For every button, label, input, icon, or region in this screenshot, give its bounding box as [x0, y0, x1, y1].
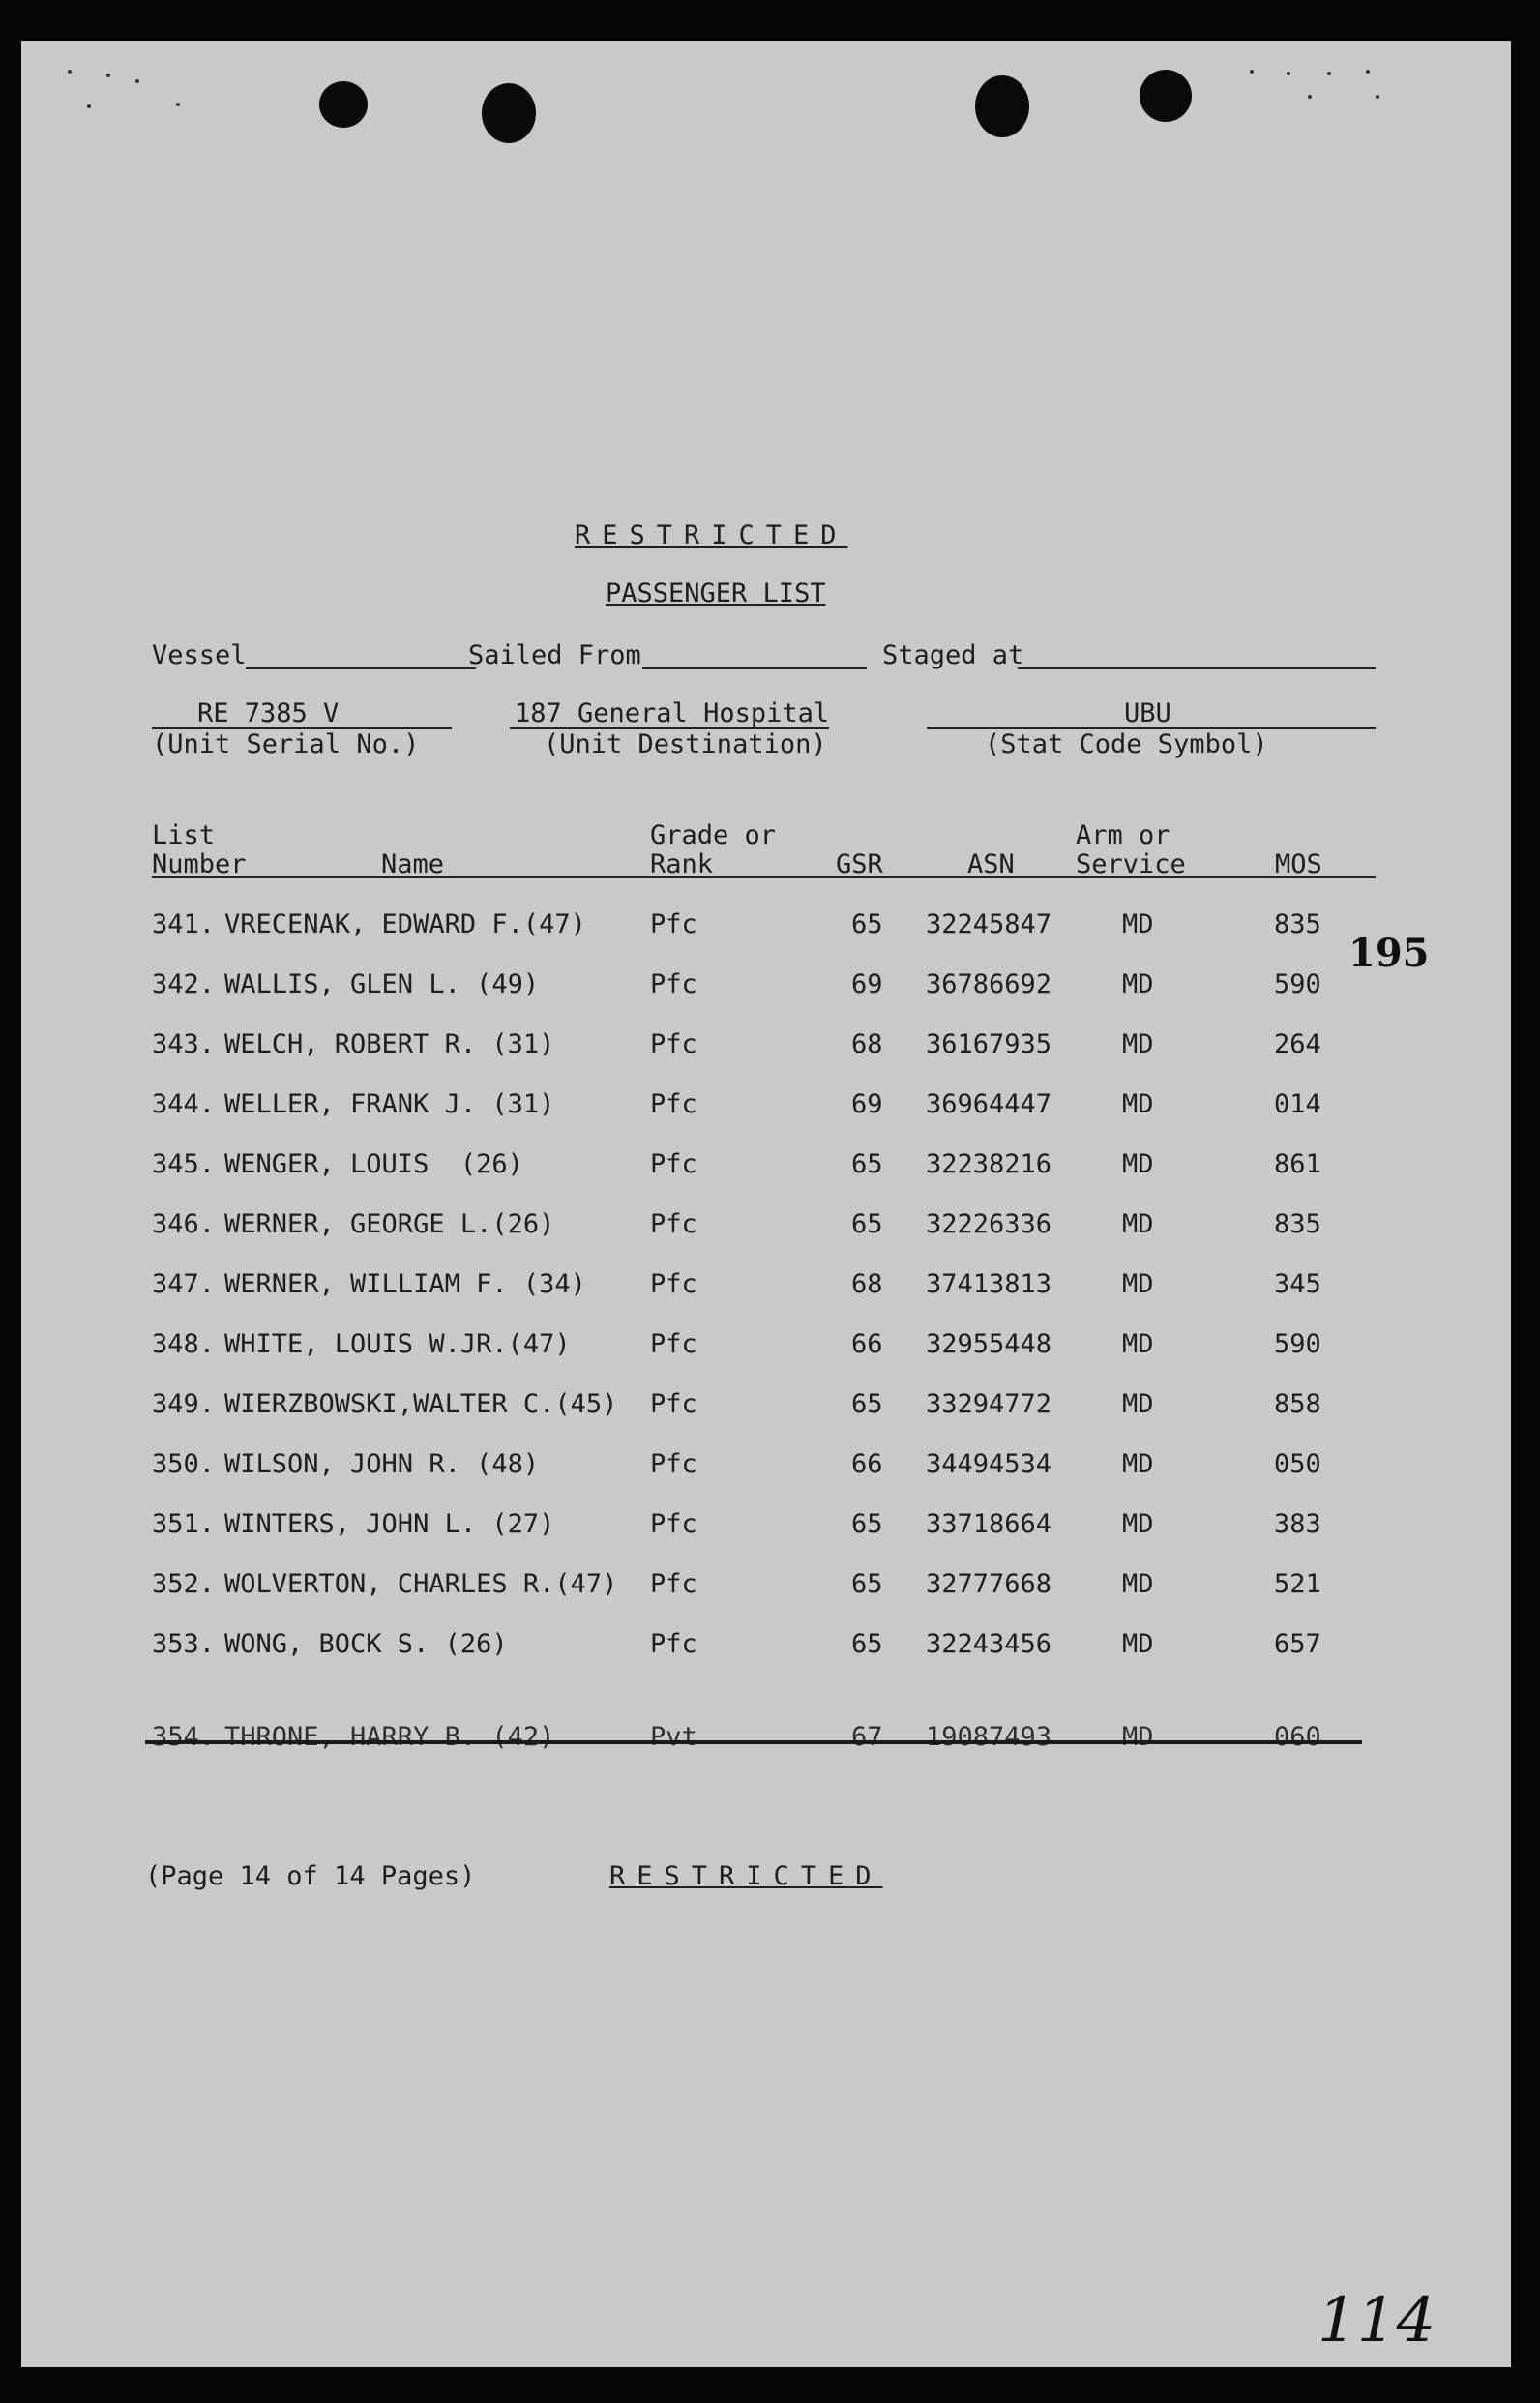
mos: 383: [1274, 1509, 1321, 1539]
asn: 32777668: [926, 1569, 1052, 1599]
staged-at-label: Staged at: [882, 640, 1024, 670]
passenger-name: WOLVERTON, CHARLES R.(47): [224, 1569, 618, 1599]
speck: [1366, 70, 1370, 74]
header-arm-1: Arm or: [1076, 820, 1170, 850]
gsr: 65: [851, 1569, 883, 1599]
grade: Pfc: [650, 1629, 697, 1659]
asn: 32238216: [926, 1149, 1052, 1179]
passenger-name: WENGER, LOUIS (26): [224, 1149, 523, 1179]
header-grade-2: Rank: [650, 849, 714, 879]
punch-hole: [319, 81, 368, 128]
header-asn: ASN: [967, 849, 1015, 879]
table-row: [21, 1089, 1511, 1128]
asn: 32243456: [926, 1629, 1052, 1659]
gsr: 65: [851, 1149, 883, 1179]
list-number: 350.: [152, 1449, 216, 1479]
list-number: 345.: [152, 1149, 216, 1179]
grade: Pfc: [650, 1329, 697, 1359]
gsr: 65: [851, 1629, 883, 1659]
arm-service: MD: [1122, 1269, 1154, 1299]
mos: 858: [1274, 1389, 1321, 1419]
grade: Pfc: [650, 1029, 697, 1059]
speck: [68, 70, 72, 74]
list-number: 351.: [152, 1509, 216, 1539]
grade: Pfc: [650, 1389, 697, 1419]
mos: 060: [1274, 1722, 1321, 1752]
asn: 37413813: [926, 1269, 1052, 1299]
grade: Pfc: [650, 969, 697, 999]
gsr: 66: [851, 1449, 883, 1479]
passenger-name: WALLIS, GLEN L. (49): [224, 969, 540, 999]
speck: [1376, 95, 1379, 99]
strikethrough-line: [145, 1740, 1362, 1744]
gsr: 65: [851, 1389, 883, 1419]
passenger-name: WERNER, GEORGE L.(26): [224, 1209, 555, 1239]
passenger-name: THRONE, HARRY B. (42): [224, 1722, 555, 1752]
speck: [1287, 72, 1290, 75]
stamped-number: 195: [1348, 931, 1430, 976]
list-number: 343.: [152, 1029, 216, 1059]
sailed-from-blank: [642, 668, 867, 669]
header-name: Name: [381, 849, 445, 879]
grade: Pfc: [650, 909, 697, 939]
header-grade-1: Grade or: [650, 820, 777, 850]
punch-hole: [1140, 70, 1192, 122]
speck: [1327, 72, 1331, 75]
gsr: 68: [851, 1269, 883, 1299]
grade: Pfc: [650, 1149, 697, 1179]
passenger-name: WERNER, WILLIAM F. (34): [224, 1269, 586, 1299]
asn: 36786692: [926, 969, 1052, 999]
mos: 835: [1274, 909, 1321, 939]
mos: 521: [1274, 1569, 1321, 1599]
speck: [176, 103, 180, 106]
passenger-name: WONG, BOCK S. (26): [224, 1629, 508, 1659]
gsr: 69: [851, 969, 883, 999]
classification-header: RESTRICTED: [575, 520, 848, 550]
table-row: [21, 1629, 1511, 1668]
arm-service: MD: [1122, 1509, 1154, 1539]
gsr: 65: [851, 1509, 883, 1539]
grade: Pfc: [650, 1509, 697, 1539]
grade: Pfc: [650, 1209, 697, 1239]
list-number: 348.: [152, 1329, 216, 1359]
stat-code-value: UBU: [1124, 698, 1171, 728]
table-row: [21, 1569, 1511, 1608]
grade: Pfc: [650, 1449, 697, 1479]
table-row: [21, 1269, 1511, 1308]
unit-destination-value: 187 General Hospital: [515, 698, 830, 728]
list-number: 346.: [152, 1209, 216, 1239]
punch-hole: [975, 75, 1029, 137]
list-number: 353.: [152, 1629, 216, 1659]
header-gsr: GSR: [836, 849, 883, 879]
sailed-from-label: Sailed From: [468, 640, 641, 670]
grade: Pfc: [650, 1089, 697, 1119]
list-number: 349.: [152, 1389, 216, 1419]
gsr: 65: [851, 1209, 883, 1239]
mos: 861: [1274, 1149, 1321, 1179]
arm-service: MD: [1122, 1569, 1154, 1599]
document-page: [21, 41, 1511, 2367]
header-list-number-2: Number: [152, 849, 247, 879]
arm-service: MD: [1122, 1329, 1154, 1359]
asn: 32955448: [926, 1329, 1052, 1359]
asn: 33294772: [926, 1389, 1052, 1419]
gsr: 65: [851, 909, 883, 939]
speck: [135, 79, 139, 83]
speck: [87, 104, 91, 108]
mos: 835: [1274, 1209, 1321, 1239]
vessel-label: Vessel: [152, 640, 247, 670]
asn: 19087493: [926, 1722, 1052, 1752]
staged-at-blank: [1018, 668, 1376, 669]
mos: 590: [1274, 1329, 1321, 1359]
list-number: 344.: [152, 1089, 216, 1119]
asn: 33718664: [926, 1509, 1052, 1539]
unit-serial-value: RE 7385 V: [197, 698, 340, 728]
gsr: 68: [851, 1029, 883, 1059]
speck: [106, 74, 110, 77]
asn: 34494534: [926, 1449, 1052, 1479]
passenger-name: VRECENAK, EDWARD F.(47): [224, 909, 586, 939]
table-row: [21, 1329, 1511, 1368]
list-number: 342.: [152, 969, 216, 999]
arm-service: MD: [1122, 1209, 1154, 1239]
asn: 36167935: [926, 1029, 1052, 1059]
list-number: 354.: [152, 1722, 216, 1752]
unit-destination-label: (Unit Destination): [544, 729, 827, 759]
unit-serial-label: (Unit Serial No.): [152, 729, 420, 759]
gsr: 67: [851, 1722, 883, 1752]
passenger-name: WIERZBOWSKI,WALTER C.(45): [224, 1389, 618, 1419]
grade: Pfc: [650, 1569, 697, 1599]
table-row: [21, 1509, 1511, 1548]
grade: Pvt: [650, 1722, 697, 1752]
mos: 657: [1274, 1629, 1321, 1659]
table-row: [21, 1389, 1511, 1428]
mos: 050: [1274, 1449, 1321, 1479]
arm-service: MD: [1122, 1149, 1154, 1179]
arm-service: MD: [1122, 969, 1154, 999]
speck: [1250, 70, 1254, 74]
classification-footer: RESTRICTED: [609, 1861, 883, 1891]
table-row: [21, 1209, 1511, 1248]
header-rule: [152, 876, 1376, 878]
arm-service: MD: [1122, 1449, 1154, 1479]
arm-service: MD: [1122, 1089, 1154, 1119]
gsr: 69: [851, 1089, 883, 1119]
table-row: [21, 1449, 1511, 1488]
list-number: 347.: [152, 1269, 216, 1299]
arm-service: MD: [1122, 1029, 1154, 1059]
asn: 36964447: [926, 1089, 1052, 1119]
passenger-name: WILSON, JOHN R. (48): [224, 1449, 540, 1479]
grade: Pfc: [650, 1269, 697, 1299]
header-arm-2: Service: [1076, 849, 1186, 879]
asn: 32226336: [926, 1209, 1052, 1239]
handwritten-number: 114: [1318, 2285, 1436, 2357]
gsr: 66: [851, 1329, 883, 1359]
arm-service: MD: [1122, 1389, 1154, 1419]
table-row: [21, 1149, 1511, 1188]
mos: 590: [1274, 969, 1321, 999]
arm-service: MD: [1122, 909, 1154, 939]
header-mos: MOS: [1275, 849, 1322, 879]
list-title: PASSENGER LIST: [606, 578, 826, 608]
list-number: 352.: [152, 1569, 216, 1599]
mos: 264: [1274, 1029, 1321, 1059]
header-list-number-1: List: [152, 820, 216, 850]
page-info: (Page 14 of 14 Pages): [145, 1861, 476, 1891]
speck: [1308, 95, 1312, 99]
passenger-name: WINTERS, JOHN L. (27): [224, 1509, 555, 1539]
mos: 014: [1274, 1089, 1321, 1119]
table-row: [21, 909, 1511, 948]
arm-service: MD: [1122, 1629, 1154, 1659]
arm-service: MD: [1122, 1722, 1154, 1752]
passenger-name: WELLER, FRANK J. (31): [224, 1089, 555, 1119]
table-row: [21, 1029, 1511, 1068]
table-row: [21, 969, 1511, 1008]
punch-hole: [482, 83, 536, 143]
mos: 345: [1274, 1269, 1321, 1299]
vessel-blank: [246, 668, 476, 669]
stat-code-label: (Stat Code Symbol): [985, 729, 1268, 759]
passenger-name: WHITE, LOUIS W.JR.(47): [224, 1329, 571, 1359]
list-number: 341.: [152, 909, 216, 939]
asn: 32245847: [926, 909, 1052, 939]
passenger-name: WELCH, ROBERT R. (31): [224, 1029, 555, 1059]
